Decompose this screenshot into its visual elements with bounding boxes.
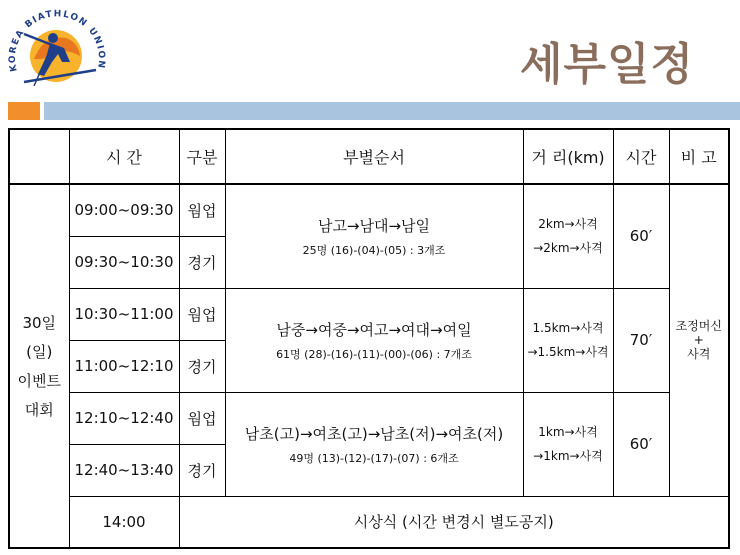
type-cell: 경기 xyxy=(179,340,225,392)
type-cell: 웜업 xyxy=(179,184,225,236)
time-cell: 11:00~12:10 xyxy=(69,340,179,392)
distance-cell xyxy=(523,288,613,392)
distance-line: →1.5km→사격 xyxy=(527,345,609,359)
remark-line: 조정머신 xyxy=(675,319,722,334)
table-row xyxy=(9,392,729,444)
distance-line: →2km→사격 xyxy=(533,241,603,256)
header-distance: 거 리(km) xyxy=(523,129,613,184)
ceremony-text: 시상식 (시간 변경시 별도공지) xyxy=(179,496,729,548)
remark-line: + xyxy=(693,333,704,348)
time-cell: 12:40~13:40 xyxy=(69,444,179,496)
header-band-blue xyxy=(44,102,740,120)
distance-line: 1.5km→사격 xyxy=(532,321,604,335)
route-text: 남초(고)→여초(고)→남초(저)→여초(저) xyxy=(244,424,504,443)
distance-line: 1km→사격 xyxy=(538,425,598,439)
table-row xyxy=(9,184,729,236)
time-cell: 12:10~12:40 xyxy=(69,392,179,444)
time-cell: 09:00~09:30 xyxy=(69,184,179,236)
header-remark: 비 고 xyxy=(669,129,729,184)
header-band-orange xyxy=(8,102,40,120)
route-text: 남고→남대→남일 xyxy=(317,216,431,235)
header-type: 구분 xyxy=(179,129,225,184)
header-duration: 시간 xyxy=(613,129,669,184)
order-cell xyxy=(225,184,523,288)
day-cell xyxy=(9,184,69,548)
day-label: 대회 xyxy=(24,401,54,419)
day-label: 30일 xyxy=(22,314,57,332)
order-cell xyxy=(225,392,523,496)
type-cell: 경기 xyxy=(179,444,225,496)
remark-cell xyxy=(669,184,729,496)
distance-line: 2km→사격 xyxy=(538,217,598,232)
table-row xyxy=(9,288,729,340)
time-cell: 10:30~11:00 xyxy=(69,288,179,340)
duration-cell: 70′ xyxy=(613,288,669,392)
page-title: 세부일정 xyxy=(520,39,695,90)
header-order: 부별순서 xyxy=(225,129,523,184)
duration-cell: 60′ xyxy=(613,184,669,288)
route-text: 남중→여중→여고→여대→여일 xyxy=(276,320,472,339)
schedule-table xyxy=(8,128,730,549)
distance-line: →1km→사격 xyxy=(533,449,603,463)
counts-text: 61명 (28)-(16)-(11)-(00)-(06) : 7개조 xyxy=(276,347,472,361)
table-header-row xyxy=(9,129,729,184)
ceremony-time: 14:00 xyxy=(69,496,179,548)
korea-biathlon-union-logo xyxy=(4,4,108,96)
distance-cell xyxy=(523,184,613,288)
header-time: 시 간 xyxy=(69,129,179,184)
counts-text: 25명 (16)-(04)-(05) : 3개조 xyxy=(302,243,446,257)
svg-text:KOREA BIATHLON UNION: KOREA BIATHLON UNION xyxy=(7,9,107,73)
ceremony-row xyxy=(9,496,729,548)
duration-cell: 60′ xyxy=(613,392,669,496)
order-cell xyxy=(225,288,523,392)
time-cell: 09:30~10:30 xyxy=(69,236,179,288)
distance-cell xyxy=(523,392,613,496)
type-cell: 웜업 xyxy=(179,288,225,340)
counts-text: 49명 (13)-(12)-(17)-(07) : 6개조 xyxy=(289,451,459,465)
type-cell: 경기 xyxy=(179,236,225,288)
type-cell: 웜업 xyxy=(179,392,225,444)
schedule-table-wrapper xyxy=(8,128,728,547)
header-day xyxy=(9,129,69,184)
day-label: 이벤트 xyxy=(17,372,61,390)
remark-line: 사격 xyxy=(687,347,711,362)
day-label: (일) xyxy=(26,343,53,361)
